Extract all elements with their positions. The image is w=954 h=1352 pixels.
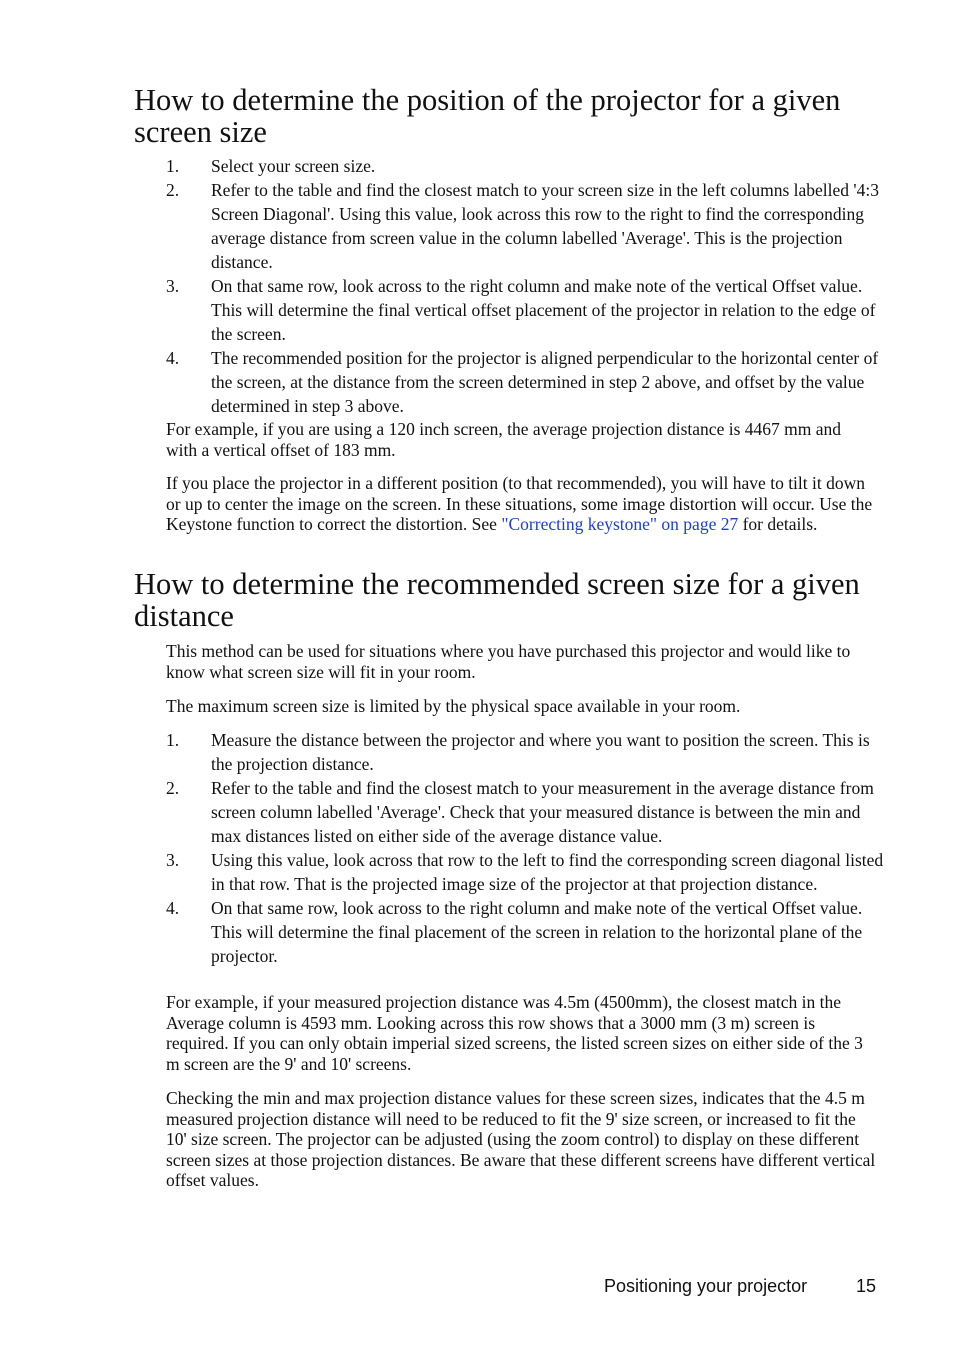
section-heading-screen-size: How to determine the recommended screen size for a given distance [134,567,860,633]
step-number: 1. [166,730,180,750]
tilt-text-end: for details. [738,514,818,534]
step-text: On that same row, look across to the right column and make note of the vertical Offset value. This will determine the final placement of the screen in relation to the horizontal plane of the projector. [211,898,863,966]
step-number: 4. [166,348,180,368]
step-text: Refer to the table and find the closest match to your measurement in the average distance from screen column labelled 'Average'. Check that your measured distance is between the min and max distances listed on either side of the average distance value. [211,778,874,846]
step-text: Using this value, look across that row to the left to find the corresponding screen diagonal listed in that row. That is the projected image size of the projector at that projection distance. [211,850,884,894]
steps-list-screen-size [166,728,886,968]
list-item [166,848,886,896]
list-item [166,776,886,848]
example-paragraph: For example, if you are using a 120 inch screen, the average projection distance is 4467 mm and with a vertical offset of 183 mm. [166,419,841,460]
step-number: 1. [166,156,180,176]
step-text: Refer to the table and find the closest match to your screen size in the left columns labelled '4:3 Screen Diagonal'. Using this value, look across this row to the right to find the corresponding average distance from screen value in the column labelled 'Average'. This is the projection distance. [211,180,879,272]
limit-paragraph: The maximum screen size is limited by the physical space available in your room. [166,696,741,716]
list-item [166,178,886,274]
list-item [166,896,886,968]
tilt-text: If you place the projector in a different position (to that recommended), you will have to tilt it down or up to center the image on the screen. In these situations, some image distortion will occur. Use the Keystone function to correct the distortion. See [166,473,873,534]
step-number: 2. [166,778,180,798]
step-text: The recommended position for the projector is aligned perpendicular to the horizontal center of the screen, at the distance from the screen determined in step 2 above, and offset by the value determined in step 3 above. [211,348,879,416]
step-text: Select your screen size. [211,156,376,176]
step-number: 3. [166,850,180,870]
step-text: Measure the distance between the projector and where you want to position the screen. This is the projection distance. [211,730,870,774]
step-number: 2. [166,180,180,200]
step-number: 4. [166,898,180,918]
list-item [166,728,886,776]
intro-paragraph: This method can be used for situations where you have purchased this projector and would like to know what screen size will fit in your room. [166,641,851,682]
tilt-paragraph [166,473,876,535]
step-text: On that same row, look across to the right column and make note of the vertical Offset value. This will determine the final vertical offset placement of the projector in relation to the edge of the screen. [211,276,876,344]
section-heading-position: How to determine the position of the projector for a given screen size [134,83,841,149]
correcting-keystone-link[interactable]: "Correcting keystone" on page 27 [501,514,739,534]
page-number: 15 [856,1276,877,1296]
list-item [166,346,886,418]
footer-section-title: Positioning your projector [604,1276,808,1296]
list-item [166,274,886,346]
checking-paragraph: Checking the min and max projection distance values for these screen sizes, indicates that the 4.5 m measured projection distance will need to be reduced to fit the 9' size screen, or increased to fit the 10' size screen. The projector can be adjusted (using the zoom control) to display on these different screen sizes at those projection distances. Be aware that these different screens have different vertical offset values. [166,1088,876,1190]
step-number: 3. [166,276,180,296]
example-paragraph-2: For example, if your measured projection distance was 4.5m (4500mm), the closest match in the Average column is 4593 mm. Looking across this row shows that a 3000 mm (3 m) screen is required. If you can only obtain imperial sized screens, the listed screen sizes on either side of the 3 m screen are the 9' and 10' screens. [166,992,863,1074]
list-item [166,154,886,178]
steps-list-position [166,154,886,418]
